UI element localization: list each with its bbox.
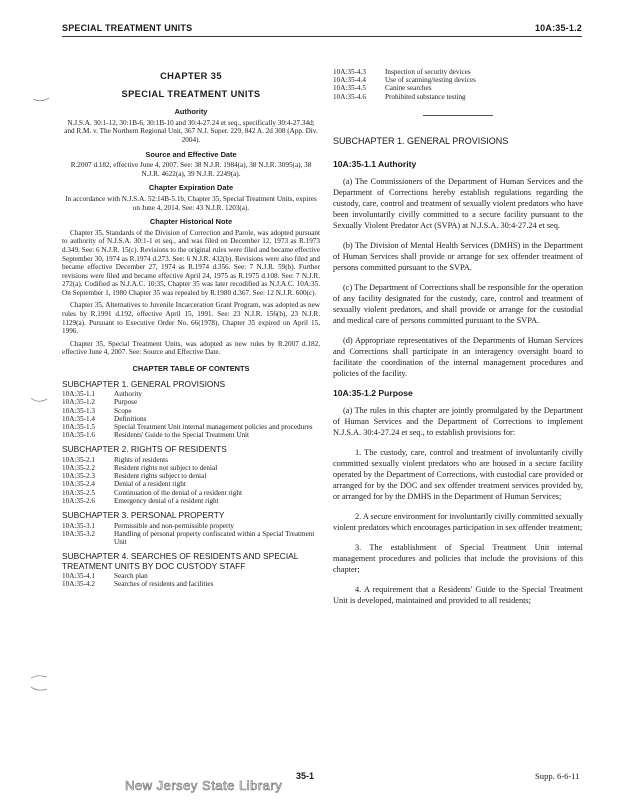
source-text: R.2007 d.182, effective June 4, 2007. See: 38 N.J.R. 1984(a), 38 N.J.R. 3095(a), 38 N.J.R. 4622(a), 39 N.J.R. 2249(a). [70, 161, 312, 178]
section-paragraph: 4. A requirement that a Residents' Guide to the Special Treatment Unit is developed, maintained and provided to all residents; [333, 584, 583, 605]
history-paragraph: Chapter 35, Special Treatment Units, was adopted as new rules by R.2007 d.182, effective June 4, 2007. See: Source and Effective Date. [62, 339, 320, 357]
toc-row: 10A:35-4.3 Inspection of security devices [333, 68, 471, 76]
toc-row: 10A:35-4.2 Searches of residents and facilities [62, 580, 214, 589]
running-header [62, 22, 582, 37]
authority-text: N.J.S.A. 30:1-12, 30:1B-6, 30:1B-10 and 30:4-27.24 et seq., specifically 30:4-27.34d; and R.M. v. The Northern Regional Unit, 367 N.J. Super. 229, 842 A. 2d 308 (App. Div. 2004). [64, 118, 318, 144]
toc-row: 10A:35-2.1 Rights of residents [62, 455, 168, 464]
section-paragraph: (c) The Department of Corrections shall be responsible for the operation of any facility designated for the custody, care, control and treatment of sexually violent predators, and shall provide or arrange for the custodial and medical care of persons committed pursuant to the SVPA. [333, 282, 583, 325]
toc-row: 10A:35-4.5 Canine searches [333, 84, 432, 93]
toc-row: 10A:35-1.2 Purpose [62, 398, 138, 407]
margin-mark-icon [32, 95, 52, 105]
toc-row: 10A:35-2.5 Continuation of the denial of a resident right [62, 488, 242, 497]
toc-row: 10A:35-2.3 Resident rights subject to denial [62, 472, 207, 481]
section-paragraph: (b) The Division of Mental Health Services (DMHS) in the Department of Human Services shall provide or arrange for sex offender treatment of persons committed pursuant to the SVPA. [333, 240, 583, 272]
toc-row: 10A:35-3.2 Handling of personal property confiscated within a Special Treatment Unit [62, 529, 315, 546]
toc-subchapter-title: SUBCHAPTER 4. SEARCHES OF RESIDENTS AND SPECIAL TREATMENT UNITS BY DOC CUSTODY STAFF [62, 551, 299, 571]
margin-mark-icon [30, 684, 50, 694]
section-title: 10A:35-1.2 Purpose [333, 387, 413, 398]
toc-continuation [333, 68, 583, 101]
toc-subchapter [62, 380, 320, 440]
history-heading: Chapter Historical Note [149, 217, 233, 227]
section-paragraph: 1. The custody, care, control and treatment of involuntarily civilly committed sexually violent predators who are housed in a secure facility operated by the Department of Corrections, with custodial care provided or arranged for by the DOC and sex offender treatment services provided by, or arranged for by the DMHS in the Department of Human Services; [333, 447, 583, 501]
header-section-number: 10A:35-1.2 [534, 23, 582, 33]
subchapter-heading: SUBCHAPTER 1. GENERAL PROVISIONS [333, 135, 509, 146]
toc-subchapter [62, 511, 320, 546]
chapter-name: SPECIAL TREATMENT UNITS [121, 88, 261, 99]
toc-subchapter [62, 552, 320, 588]
chapter-number: CHAPTER 35 [160, 71, 222, 81]
divider [423, 115, 493, 116]
margin-mark-icon [30, 673, 50, 683]
toc-row: 10A:35-2.2 Resident rights not subject to denial [62, 464, 218, 473]
page-number: 35-1 [296, 771, 315, 781]
toc-row: 10A:35-4.1 Search plan [62, 572, 148, 581]
toc-row: 10A:35-4.4 Use of scanning/testing devices [333, 76, 476, 85]
left-column [62, 68, 320, 589]
library-watermark: New Jersey State Library [125, 778, 283, 793]
toc-subchapter-title: SUBCHAPTER 3. PERSONAL PROPERTY [62, 510, 225, 521]
toc-row: 10A:35-2.4 Denial of a resident right [62, 480, 186, 489]
margin-mark-icon [30, 395, 50, 405]
toc-row: 10A:35-4.6 Prohibited substance testing [333, 92, 466, 101]
toc-row: 10A:35-3.1 Permissible and non-permissible property [62, 521, 234, 530]
section-paragraph: 2. A secure environment for involuntarily civilly committed sexually violent predators which encourages participation in sex offender treatment; [333, 511, 583, 532]
section-paragraph: (a) The rules in this chapter are jointly promulgated by the Department of Human Services and the Department of Corrections to implement N.J.S.A. 30:4-27.24 et seq., to establish provisions for: [333, 405, 583, 437]
toc-row: 10A:35-1.5 Special Treatment Unit internal management policies and procedures [62, 422, 313, 431]
toc-row: 10A:35-1.6 Residents' Guide to the Special Treatment Unit [62, 431, 250, 440]
toc-row: 10A:35-1.1 Authority [62, 390, 142, 399]
section-paragraph: 3. The establishment of Special Treatment Unit internal management procedures and policies that include the provisions of this chapter; [333, 542, 583, 574]
expiration-text: In accordance with N.J.S.A. 52:14B-5.1b, Chapter 35, Special Treatment Units, expires on June 4, 2014. See: 43 N.J.R. 1203(a). [65, 194, 317, 212]
section-title: 10A:35-1.1 Authority [333, 158, 417, 169]
toc-subchapter [62, 445, 320, 505]
section-paragraph: (a) The Commissioners of the Department of Human Services and the Department of Corrections hereby establish regulations regarding the custody, care, control and treatment of sexually violent predators who have been involuntarily civilly committed to a secure facility pursuant to the Sexually Violent Predator Act (SVPA) at N.J.S.A. 30:4-27.24 et seq. [333, 176, 583, 230]
supplement-date: Supp. 6-6-11 [535, 771, 580, 781]
toc-row: 10A:35-2.6 Emergency denial of a resident right [62, 496, 219, 505]
history-paragraph: Chapter 35, Standards of the Division of Correction and Parole, was adopted pursuant to authority of N.J.S.A. 30:1-1 et seq., and was filed on December 12, 1973 as R.1973 d.349. See: 6 N.J.R. 15(c). Revisions to the original rules were filed and became effective September 30, 1974 as R.1974 d.273. See: 6 N.J.R. 432(b). Revisions were also filed and became effective December 27, 1974 as R.1974 d.356. See: 7 N.J.R. 59(b). Further revisions were filed and became effective April 24, 1975 as R.1975 d.108. See: 7 N.J.R. 272(a). Codified as N.J.A.C. 10:35, Chapter 35 was later recodified as N.J.A.C. 10A:35. On September 1, 1980 Chapter 35 was repealed by R.1980 d.367. See: 12 N.J.R. 600(c). [62, 228, 320, 297]
history-paragraph: Chapter 35, Alternatives to Juvenile Incarceration Grant Program, was adopted as new rules by R.1991 d.192, effective April 15, 1991. See: 23 N.J.R. 156(b), 23 N.J.R. 1129(a). Pursuant to Executive Order No. 66(1978), Chapter 35 expired on April 15, 1996. [62, 301, 320, 336]
section-paragraph: (d) Appropriate representatives of the Departments of Human Services and Corrections shall participate in an interagency oversight board to facilitate the coordination of the internal management procedures and policies of the facility. [333, 335, 583, 378]
expiration-heading: Chapter Expiration Date [148, 183, 234, 193]
toc-heading: CHAPTER TABLE OF CONTENTS [132, 364, 250, 374]
toc-row: 10A:35-1.4 Definitions [62, 414, 147, 423]
header-title: SPECIAL TREATMENT UNITS [62, 23, 193, 33]
toc-subchapter-title: SUBCHAPTER 1. GENERAL PROVISIONS [62, 378, 226, 389]
toc-subchapter-title: SUBCHAPTER 2. RIGHTS OF RESIDENTS [62, 444, 227, 455]
source-heading: Source and Effective Date [145, 149, 237, 159]
toc-row: 10A:35-1.3 Scope [62, 406, 132, 415]
right-column [333, 68, 583, 615]
authority-heading: Authority [174, 107, 208, 117]
